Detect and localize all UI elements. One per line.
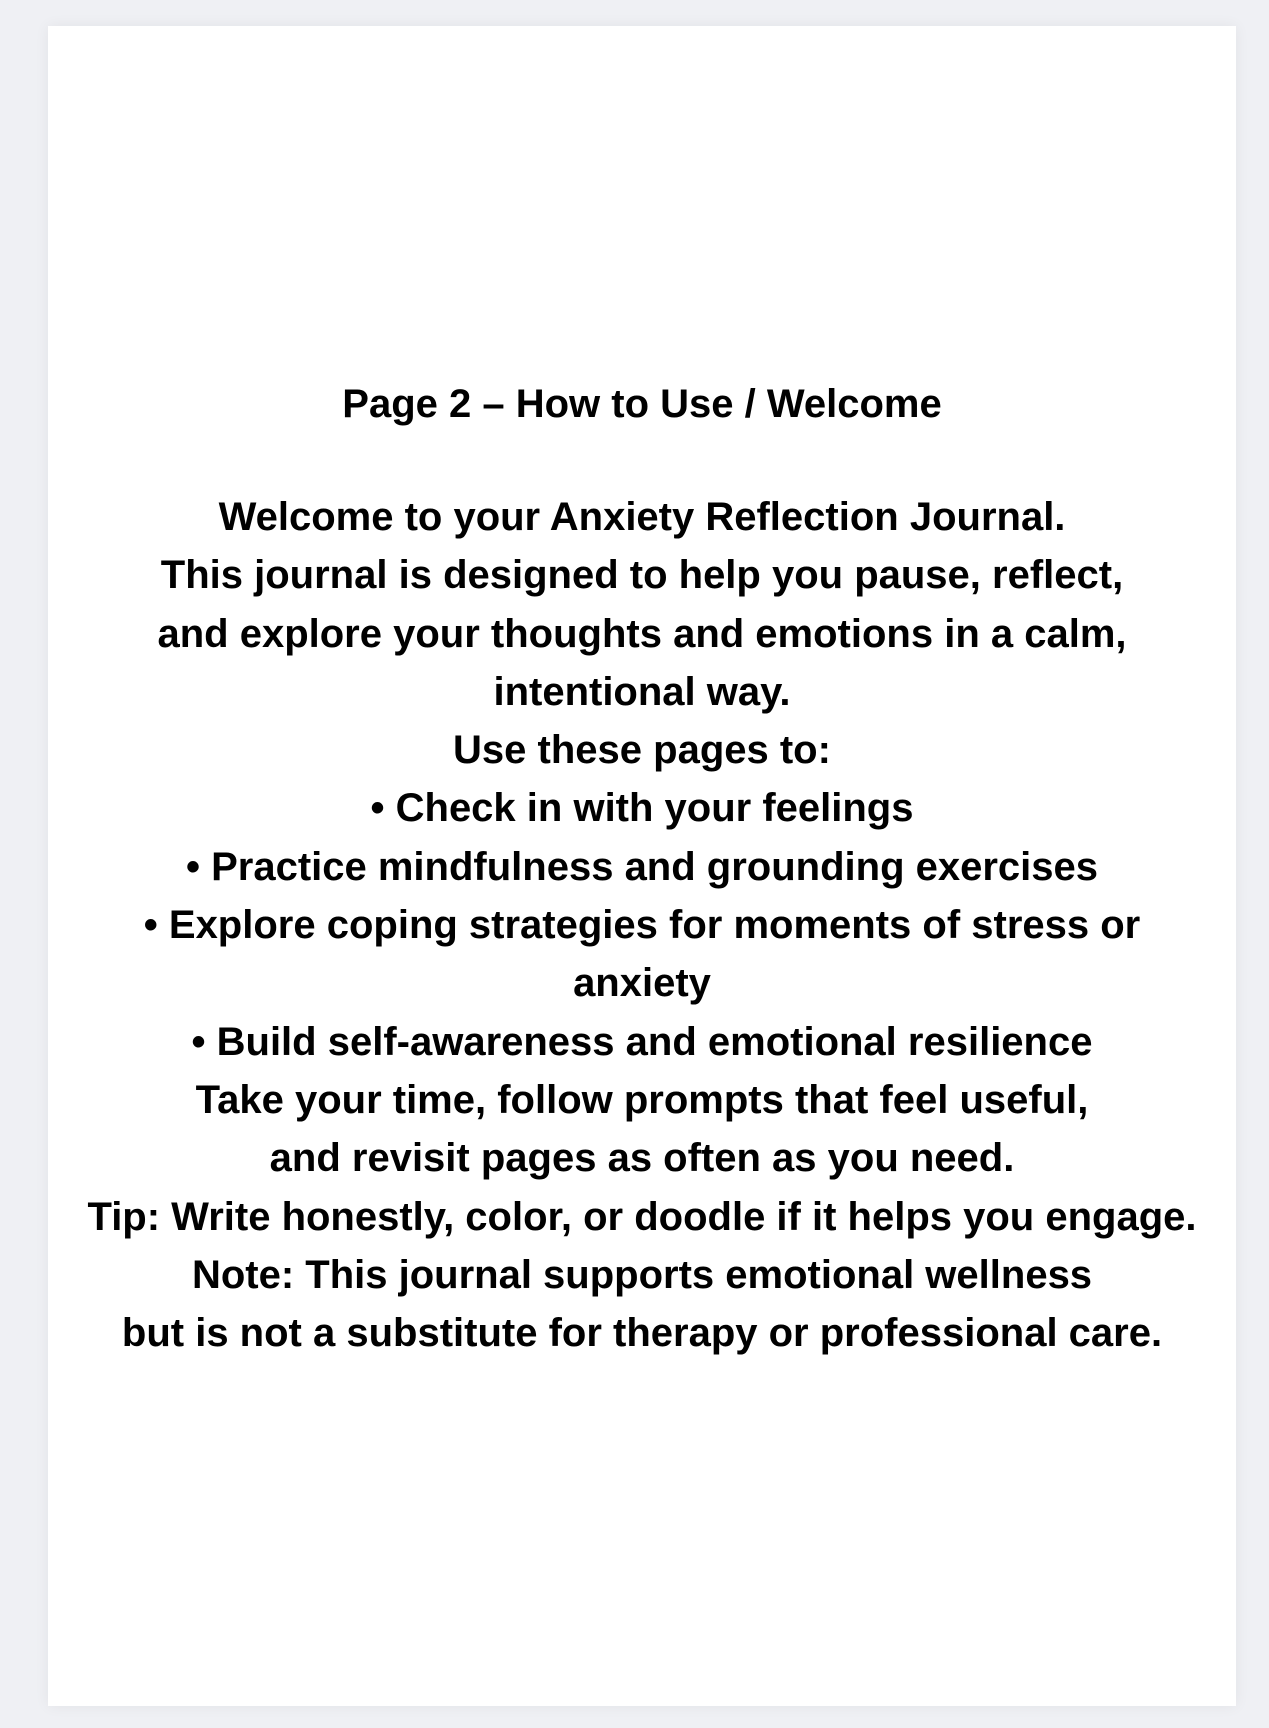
page-content bbox=[48, 372, 1236, 1362]
intro-line-1: This journal is designed to help you pause, reflect, bbox=[160, 553, 1124, 598]
intro-line-3: intentional way. bbox=[493, 669, 791, 714]
note-line-2: but is not a substitute for therapy or professional care. bbox=[121, 1311, 1163, 1356]
guidance-line-1: Take your time, follow prompts that feel useful, bbox=[195, 1077, 1089, 1122]
tip-line: Tip: Write honestly, color, or doodle if it helps you engage. bbox=[87, 1194, 1197, 1239]
page-title: Page 2 – How to Use / Welcome bbox=[342, 382, 942, 426]
intro-line-2: and explore your thoughts and emotions in a calm, bbox=[157, 611, 1127, 656]
bullet-check-in: • Check in with your feelings bbox=[370, 786, 914, 831]
bullet-coping: • Explore coping strategies for moments of stress or bbox=[143, 903, 1141, 948]
welcome-line: Welcome to your Anxiety Reflection Journal. bbox=[218, 495, 1066, 539]
guidance-line-2: and revisit pages as often as you need. bbox=[269, 1136, 1015, 1181]
note-line-1: Note: This journal supports emotional wellness bbox=[191, 1252, 1093, 1297]
bullet-self-awareness: • Build self-awareness and emotional resilience bbox=[191, 1019, 1093, 1064]
document-page bbox=[48, 26, 1236, 1706]
bullet-mindfulness: • Practice mindfulness and grounding exercises bbox=[185, 844, 1099, 889]
title-spacer bbox=[48, 436, 1236, 488]
bullet-coping-continued: anxiety bbox=[573, 961, 711, 1006]
use-pages-heading: Use these pages to: bbox=[453, 728, 831, 773]
